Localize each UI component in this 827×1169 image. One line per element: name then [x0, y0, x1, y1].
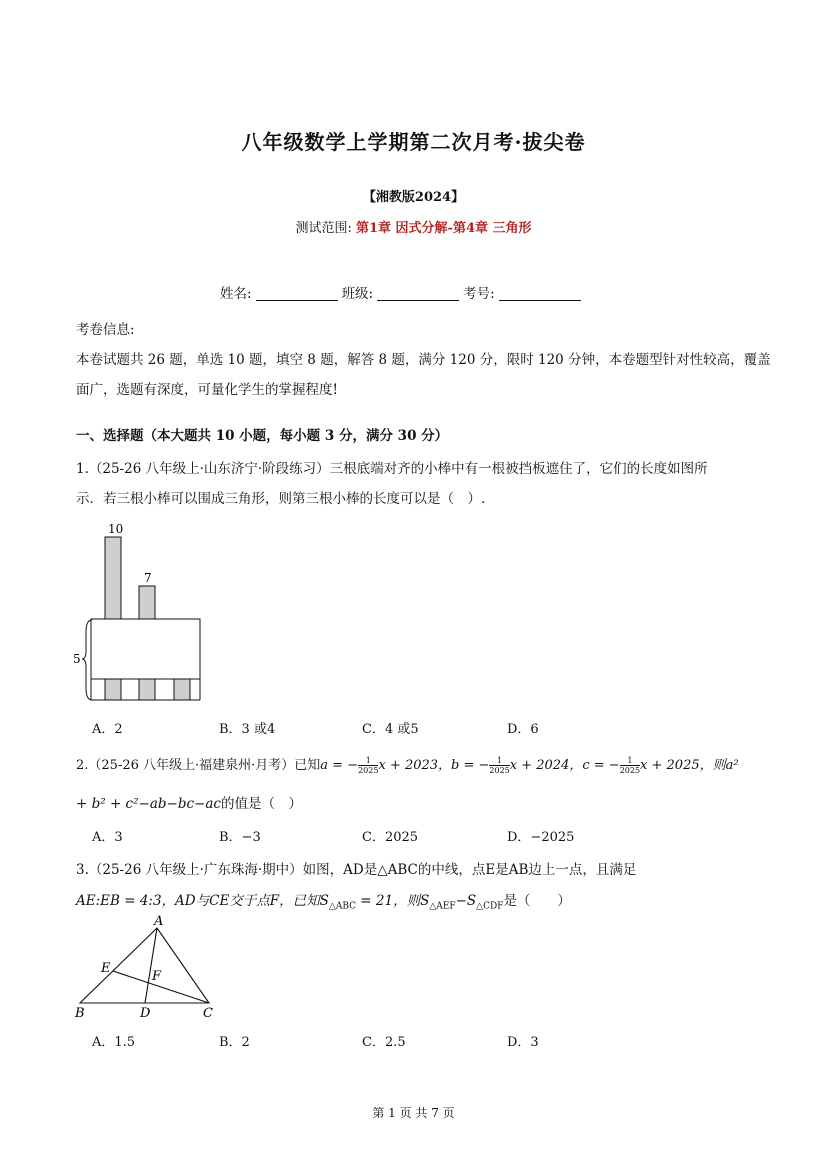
- fraction-b: $\frac{1}{2025}$: [489, 756, 510, 775]
- cover-board: [91, 619, 200, 679]
- q3-line1: 3.（25-26 八年级上·广东珠海·期中）如图，AD是△ABC的中线，点E是AB边上一点，且满足: [76, 862, 637, 878]
- q3-question-end: 是（ ）: [503, 893, 571, 909]
- q2-b-lhs: ，b = −: [438, 758, 490, 773]
- q2-option-a[interactable]: A．3: [92, 830, 123, 845]
- label-d: D: [140, 1006, 151, 1021]
- stick-bottom-1: [105, 679, 121, 700]
- student-info-row: [220, 282, 585, 302]
- label-a: A: [154, 914, 164, 929]
- q3-area-given: = 21，则S: [356, 893, 430, 909]
- q1-option-d[interactable]: D．6: [507, 722, 539, 737]
- q2-question-text: 的值是（ ）: [220, 796, 302, 812]
- q2-a-rhs: x + 2023: [378, 758, 439, 773]
- q3-option-a[interactable]: A．1.5: [92, 1035, 136, 1050]
- label-mid-stick: 7: [144, 571, 152, 585]
- label-e: E: [101, 961, 111, 976]
- number-label: 考号:: [463, 286, 495, 302]
- label-f: F: [152, 969, 162, 984]
- q2-line1: [76, 754, 739, 775]
- edition-label: 【湘教版2024】: [362, 190, 465, 205]
- class-label: 班级:: [341, 286, 374, 302]
- scope-value: 第1章 因式分解-第4章 三角形: [355, 221, 532, 236]
- class-blank[interactable]: [377, 286, 459, 301]
- q2-expression: + b² + c²−ab−bc−ac: [76, 796, 221, 812]
- stick-bottom-3: [174, 679, 190, 700]
- q1-option-a[interactable]: A．2: [92, 722, 123, 737]
- q2-option-d[interactable]: D．−2025: [507, 830, 575, 845]
- scope-label: 测试范围:: [295, 221, 352, 236]
- q1-option-b[interactable]: B．3 或4: [219, 722, 276, 737]
- q2-line2: [76, 792, 302, 812]
- q2-option-c[interactable]: C．2025: [362, 830, 419, 845]
- label-b: B: [75, 1006, 85, 1021]
- q2-tail: ，则a²: [699, 758, 739, 773]
- number-blank[interactable]: [499, 286, 581, 301]
- exam-info-line1: 本卷试题共 26 题，单选 10 题，填空 8 题，解答 8 题，满分 120 分，限时 120 分钟，本卷题型针对性较高，覆盖: [76, 352, 771, 368]
- q2-c-lhs: ，c = −: [569, 758, 620, 773]
- q2-b-rhs: x + 2024: [509, 758, 570, 773]
- name-blank[interactable]: [256, 286, 338, 301]
- q3-condition: AE:EB = 4:3，AD与CE交于点F，已知S: [76, 893, 329, 909]
- q1-sticks-figure: [70, 517, 210, 705]
- label-tall-stick: 10: [108, 522, 124, 536]
- q2-prefix: 2.（25-26 八年级上·福建泉州·月考）已知: [76, 758, 321, 773]
- q3-sub-aef: △AEF: [429, 901, 456, 912]
- q1-option-c[interactable]: C．4 或5: [362, 722, 419, 737]
- median-ad: [145, 928, 157, 1003]
- q1-line2: 示．若三根小棒可以围成三角形，则第三根小棒的长度可以是（ ）.: [76, 491, 486, 507]
- fraction-c: $\frac{1}{2025}$: [619, 756, 641, 775]
- q2-c-rhs: x + 2025: [640, 758, 700, 773]
- q3-option-d[interactable]: D．3: [507, 1035, 539, 1050]
- page-title: 八年级数学上学期第二次月考·拔尖卷: [241, 130, 586, 154]
- mid-stick: [139, 586, 155, 619]
- exam-info-heading: 考卷信息:: [76, 322, 135, 338]
- test-scope: [0, 217, 827, 236]
- q3-sub-cdf: △CDF: [476, 901, 504, 912]
- label-c: C: [203, 1006, 213, 1021]
- q3-option-b[interactable]: B．2: [219, 1035, 250, 1050]
- q3-line2: [76, 889, 571, 912]
- label-side: 5: [73, 652, 81, 666]
- q1-line1: 1.（25-26 八年级上·山东济宁·阶段练习）三根底端对齐的小棒中有一根被挡板遮住了，它们的长度如图所: [76, 461, 708, 477]
- q3-sub-abc: △ABC: [328, 901, 357, 912]
- fraction-a: $\frac{1}{2025}$: [358, 756, 379, 775]
- section1-heading: 一、选择题（本大题共 10 小题，每小题 3 分，满分 30 分）: [76, 428, 449, 444]
- triangle-abc: [80, 928, 209, 1003]
- tall-stick: [105, 537, 121, 619]
- q3-minus: −S: [455, 893, 477, 909]
- exam-info-line2: 面广，选题有深度，可量化学生的掌握程度!: [76, 382, 338, 398]
- page-footer: 第 1 页 共 7 页: [372, 1106, 455, 1120]
- q2-a-lhs: a = −: [320, 758, 359, 773]
- stick-bottom-2: [139, 679, 155, 700]
- name-label: 姓名:: [220, 286, 252, 302]
- q3-triangle-figure: [70, 912, 230, 1022]
- q2-option-b[interactable]: B．−3: [219, 830, 261, 845]
- q3-option-c[interactable]: C．2.5: [362, 1035, 406, 1050]
